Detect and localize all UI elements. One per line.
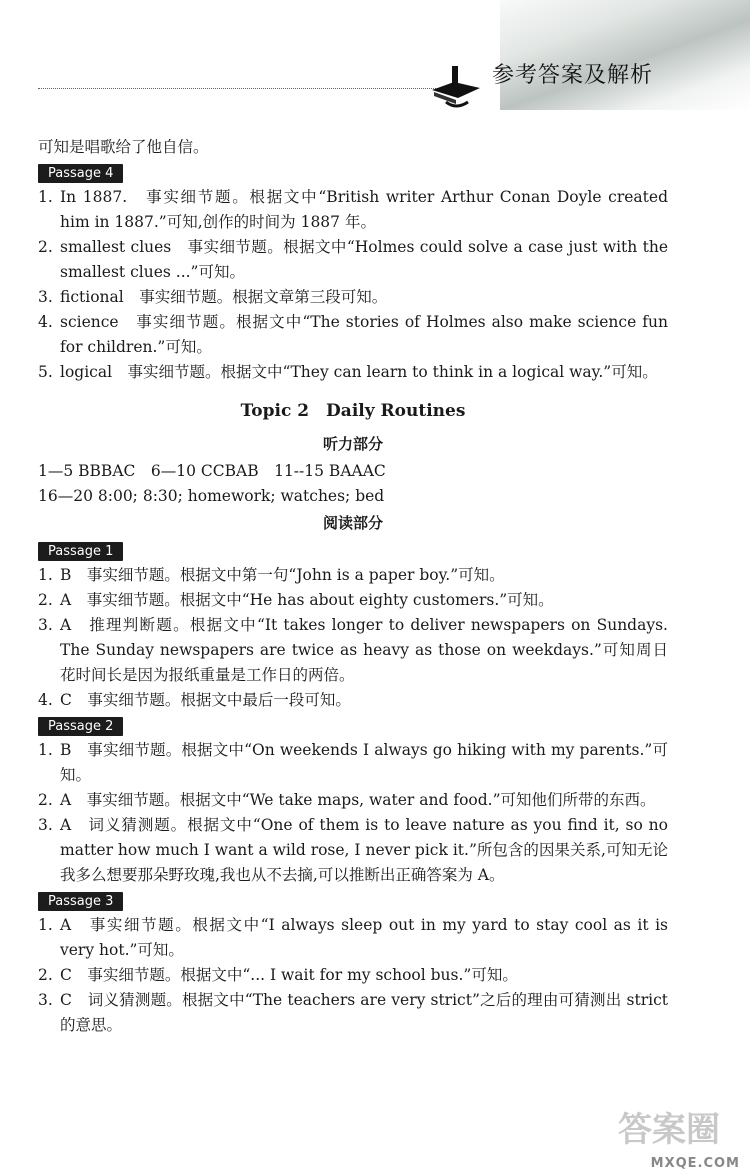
list-item: 2. C 事实细节题。根据文中“... I wait for my school bus.”可知。 [38, 966, 518, 984]
passage-3-label: Passage 3 [38, 892, 123, 911]
listening-answers-2: 16—20 8:00; 8:30; homework; watches; bed [38, 487, 385, 505]
header-title: 参考答案及解析 [492, 63, 654, 88]
list-item: 1. In 1887. 事实细节题。根据文中“British writer Arthur Conan Doyle created him in 1887.”可知,创作的时间为 1887 年。 [38, 188, 668, 231]
list-item: 2. A 事实细节题。根据文中“He has about eighty customers.”可知。 [38, 591, 554, 609]
passage-3-items [38, 913, 668, 1038]
list-item: 2. smallest clues 事实细节题。根据文中“Holmes could solve a case just with the smallest clues ...”可知。 [38, 238, 668, 281]
book-icon [428, 62, 484, 112]
topic-heading: Topic 2 Daily Routines [240, 401, 466, 421]
watermark-url: MXQE.COM [650, 1156, 740, 1171]
passage-2-label: Passage 2 [38, 717, 123, 736]
listening-answers-1: 1—5 BBBAC 6—10 CCBAB 11--15 BAAAC [38, 462, 386, 480]
answer-content [38, 135, 668, 1038]
list-item: 3. A 词义猜测题。根据文中“One of them is to leave nature as you find it, so no matter how much I want a wild rose, I never pick it.”所包含的因果关系,可知无论我多么想要那朵野玫瑰,我也从不去摘,可以推断出正确答案为 A。 [38, 816, 668, 884]
listening-section-title: 听力部分 [322, 435, 383, 453]
header-decoration [500, 0, 750, 110]
passage-1-items [38, 563, 668, 713]
list-item: 3. C 词义猜测题。根据文中“The teachers are very strict”之后的理由可猜测出 strict 的意思。 [38, 991, 668, 1034]
reading-section-title: 阅读部分 [322, 514, 383, 532]
watermark-logo: 答案圈 [618, 1110, 720, 1150]
list-item: 4. science 事实细节题。根据文中“The stories of Holmes also make science fun for children.”可知。 [38, 313, 668, 356]
passage-4-items [38, 185, 668, 385]
intro-line: 可知是唱歌给了他自信。 [38, 138, 209, 156]
list-item: 5. logical 事实细节题。根据文中“They can learn to think in a logical way.”可知。 [38, 363, 658, 381]
list-item: 1. B 事实细节题。根据文中“On weekends I always go hiking with my parents.”可知。 [38, 741, 668, 784]
list-item: 1. B 事实细节题。根据文中第一句“John is a paper boy.”可知。 [38, 566, 505, 584]
list-item: 3. fictional 事实细节题。根据文章第三段可知。 [38, 288, 388, 306]
header-dotted-rule [38, 88, 468, 89]
list-item: 2. A 事实细节题。根据文中“We take maps, water and food.”可知他们所带的东西。 [38, 791, 656, 809]
passage-2-items [38, 738, 668, 888]
list-item: 1. A 事实细节题。根据文中“I always sleep out in my yard to stay cool as it is very hot.”可知。 [38, 916, 668, 959]
passage-4-label: Passage 4 [38, 164, 123, 183]
list-item: 4. C 事实细节题。根据文中最后一段可知。 [38, 691, 351, 709]
passage-1-label: Passage 1 [38, 542, 123, 561]
list-item: 3. A 推理判断题。根据文中“It takes longer to deliver newspapers on Sundays. The Sunday newspapers are twice as heavy as those on weekdays.”可知周日花时间长是因为报纸重量是工作日的两倍。 [38, 616, 668, 684]
